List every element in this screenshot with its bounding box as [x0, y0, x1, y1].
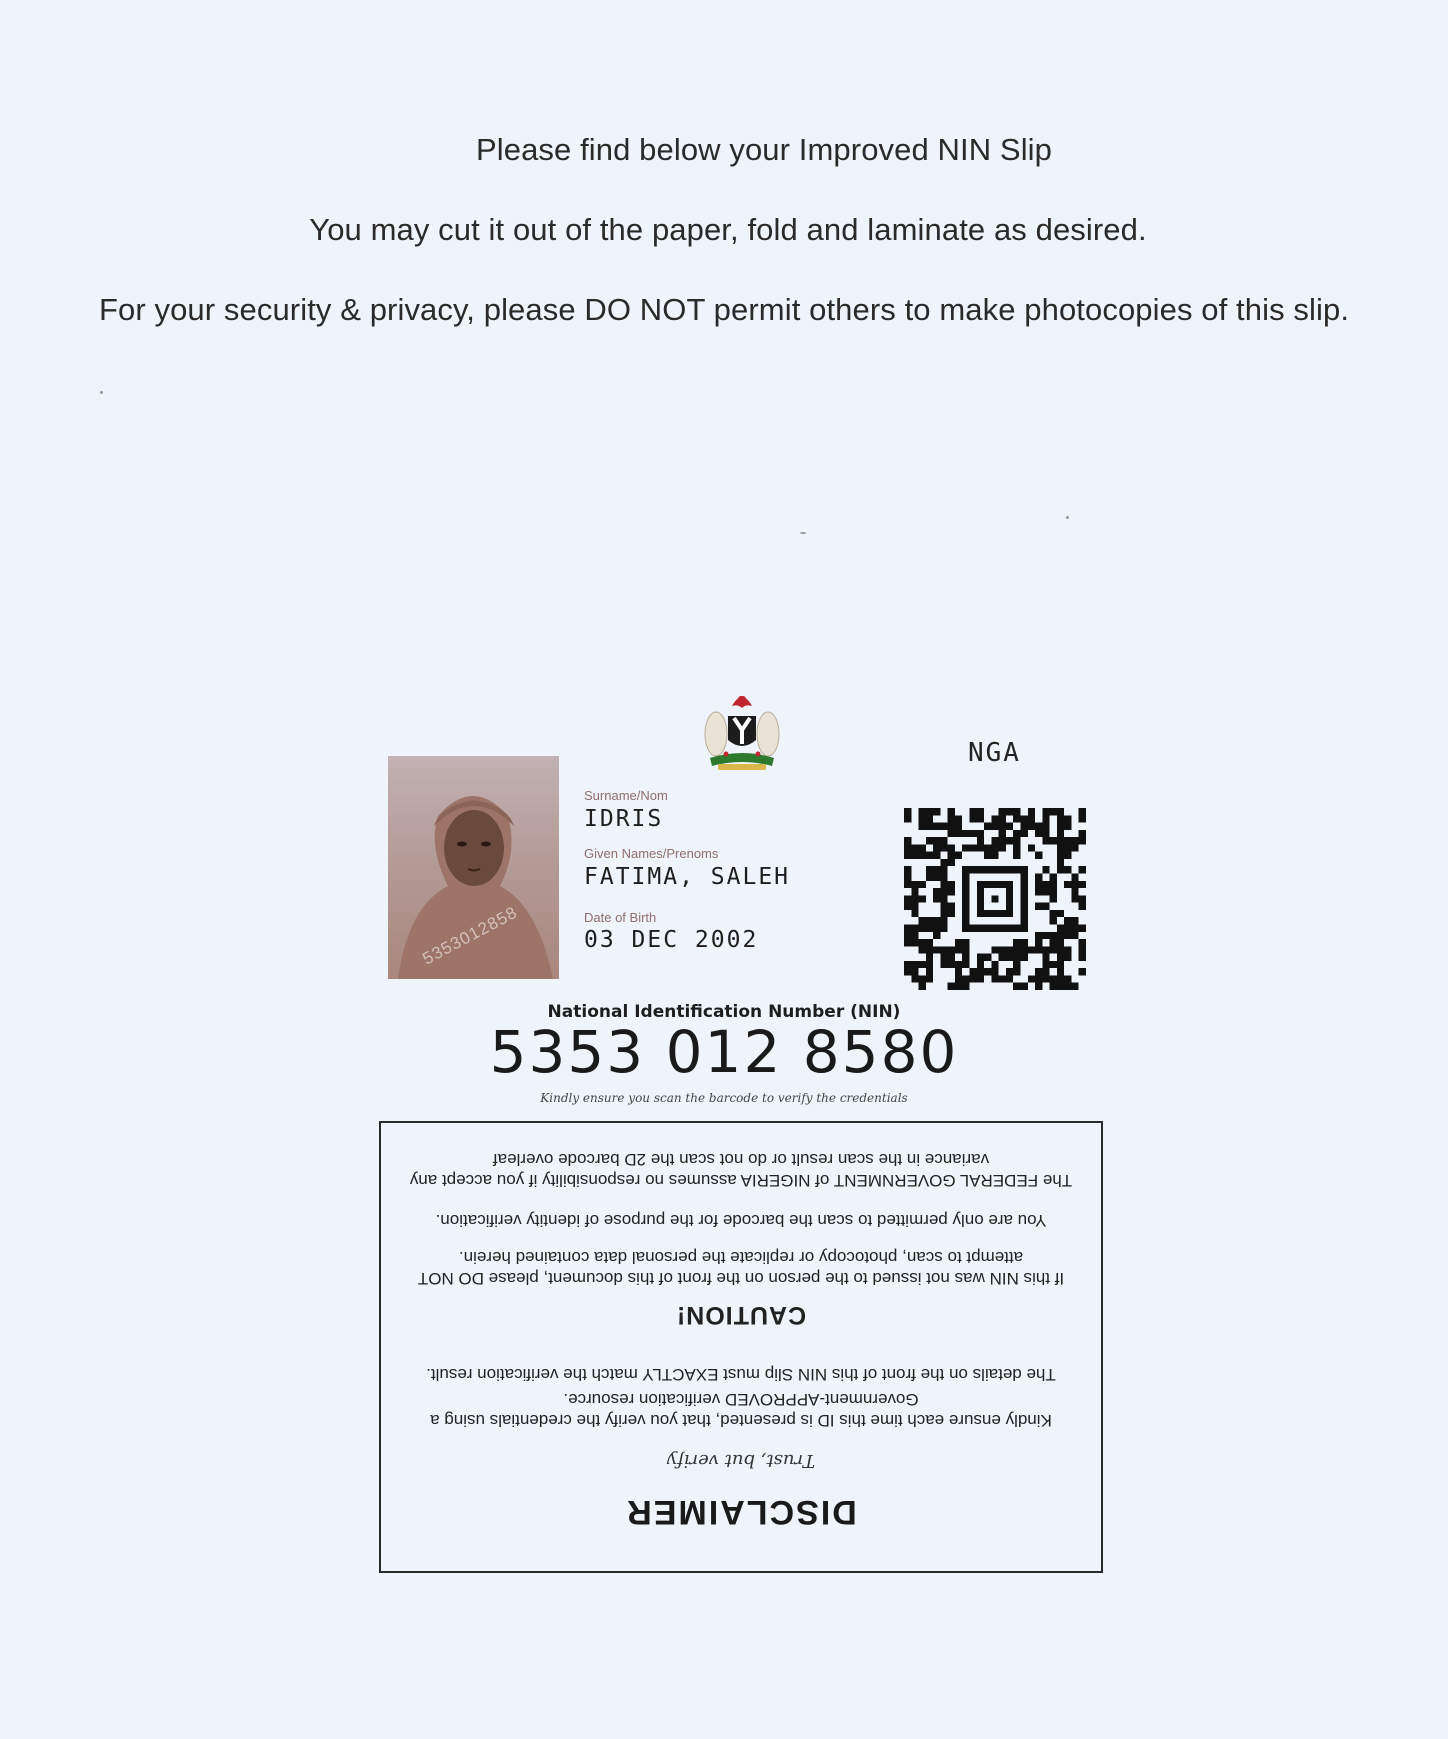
paper-speck: [1066, 516, 1069, 519]
date-of-birth-label: Date of Birth: [584, 910, 657, 925]
given-names-value: FATIMA, SALEH: [584, 864, 791, 890]
disclaimer-box: [379, 1121, 1103, 1573]
photo-watermark: 5353012858: [419, 902, 521, 969]
date-of-birth-value: 03 DEC 2002: [584, 927, 759, 953]
coat-of-arms-icon: [696, 684, 788, 776]
paper-speck: [100, 391, 103, 394]
qr-code-icon: [904, 808, 1086, 990]
disclaimer-title: DISCLAIMER: [625, 1493, 857, 1531]
disclaimer-paragraph-not-issued: If this NIN was not issued to the person on the front of this document, please DO NOT attempt to scan, photocopy or replicate the personal data contained herein.: [417, 1248, 1065, 1288]
nin-scan-note: Kindly ensure you scan the barcode to verify the credentials: [540, 1091, 908, 1105]
disclaimer-paragraph-scan-purpose: You are only permitted to scan the barcode for the purpose of identity verification.: [435, 1211, 1047, 1230]
surname-value: IDRIS: [584, 806, 664, 832]
holder-photo: [388, 756, 559, 979]
given-names-label: Given Names/Prenoms: [584, 846, 719, 861]
disclaimer-paragraph-responsibility: The FEDERAL GOVERNMENT of NIGERIA assumes no responsibility if you accept any variance in the scan result or do not scan the 2D barcode overleaf: [409, 1150, 1073, 1190]
disclaimer-paragraph-verify: Kindly ensure each time this ID is presented, that you verify the credentials using a Government-APPROVED verification resource.: [430, 1390, 1052, 1430]
disclaimer-motto: Trust, but verify: [666, 1450, 816, 1471]
disclaimer-paragraph-match: The details on the front of this NIN Slip must EXACTLY match the verification result.: [426, 1365, 1056, 1384]
intro-line-1: Please find below your Improved NIN Slip: [475, 132, 1053, 167]
caution-heading: CAUTION!: [675, 1301, 807, 1329]
paper-speck: [800, 532, 806, 534]
surname-label: Surname/Nom: [584, 788, 668, 803]
intro-line-3: For your security & privacy, please DO NOT permit others to make photocopies of this slip.: [98, 292, 1350, 327]
nin-title: National Identification Number (NIN): [547, 1002, 901, 1022]
intro-line-2: You may cut it out of the paper, fold and laminate as desired.: [309, 212, 1147, 247]
country-code: NGA: [968, 738, 1021, 768]
nin-number: 5353 012 8580: [489, 1018, 959, 1086]
disclaimer-content: [381, 1123, 1101, 1571]
